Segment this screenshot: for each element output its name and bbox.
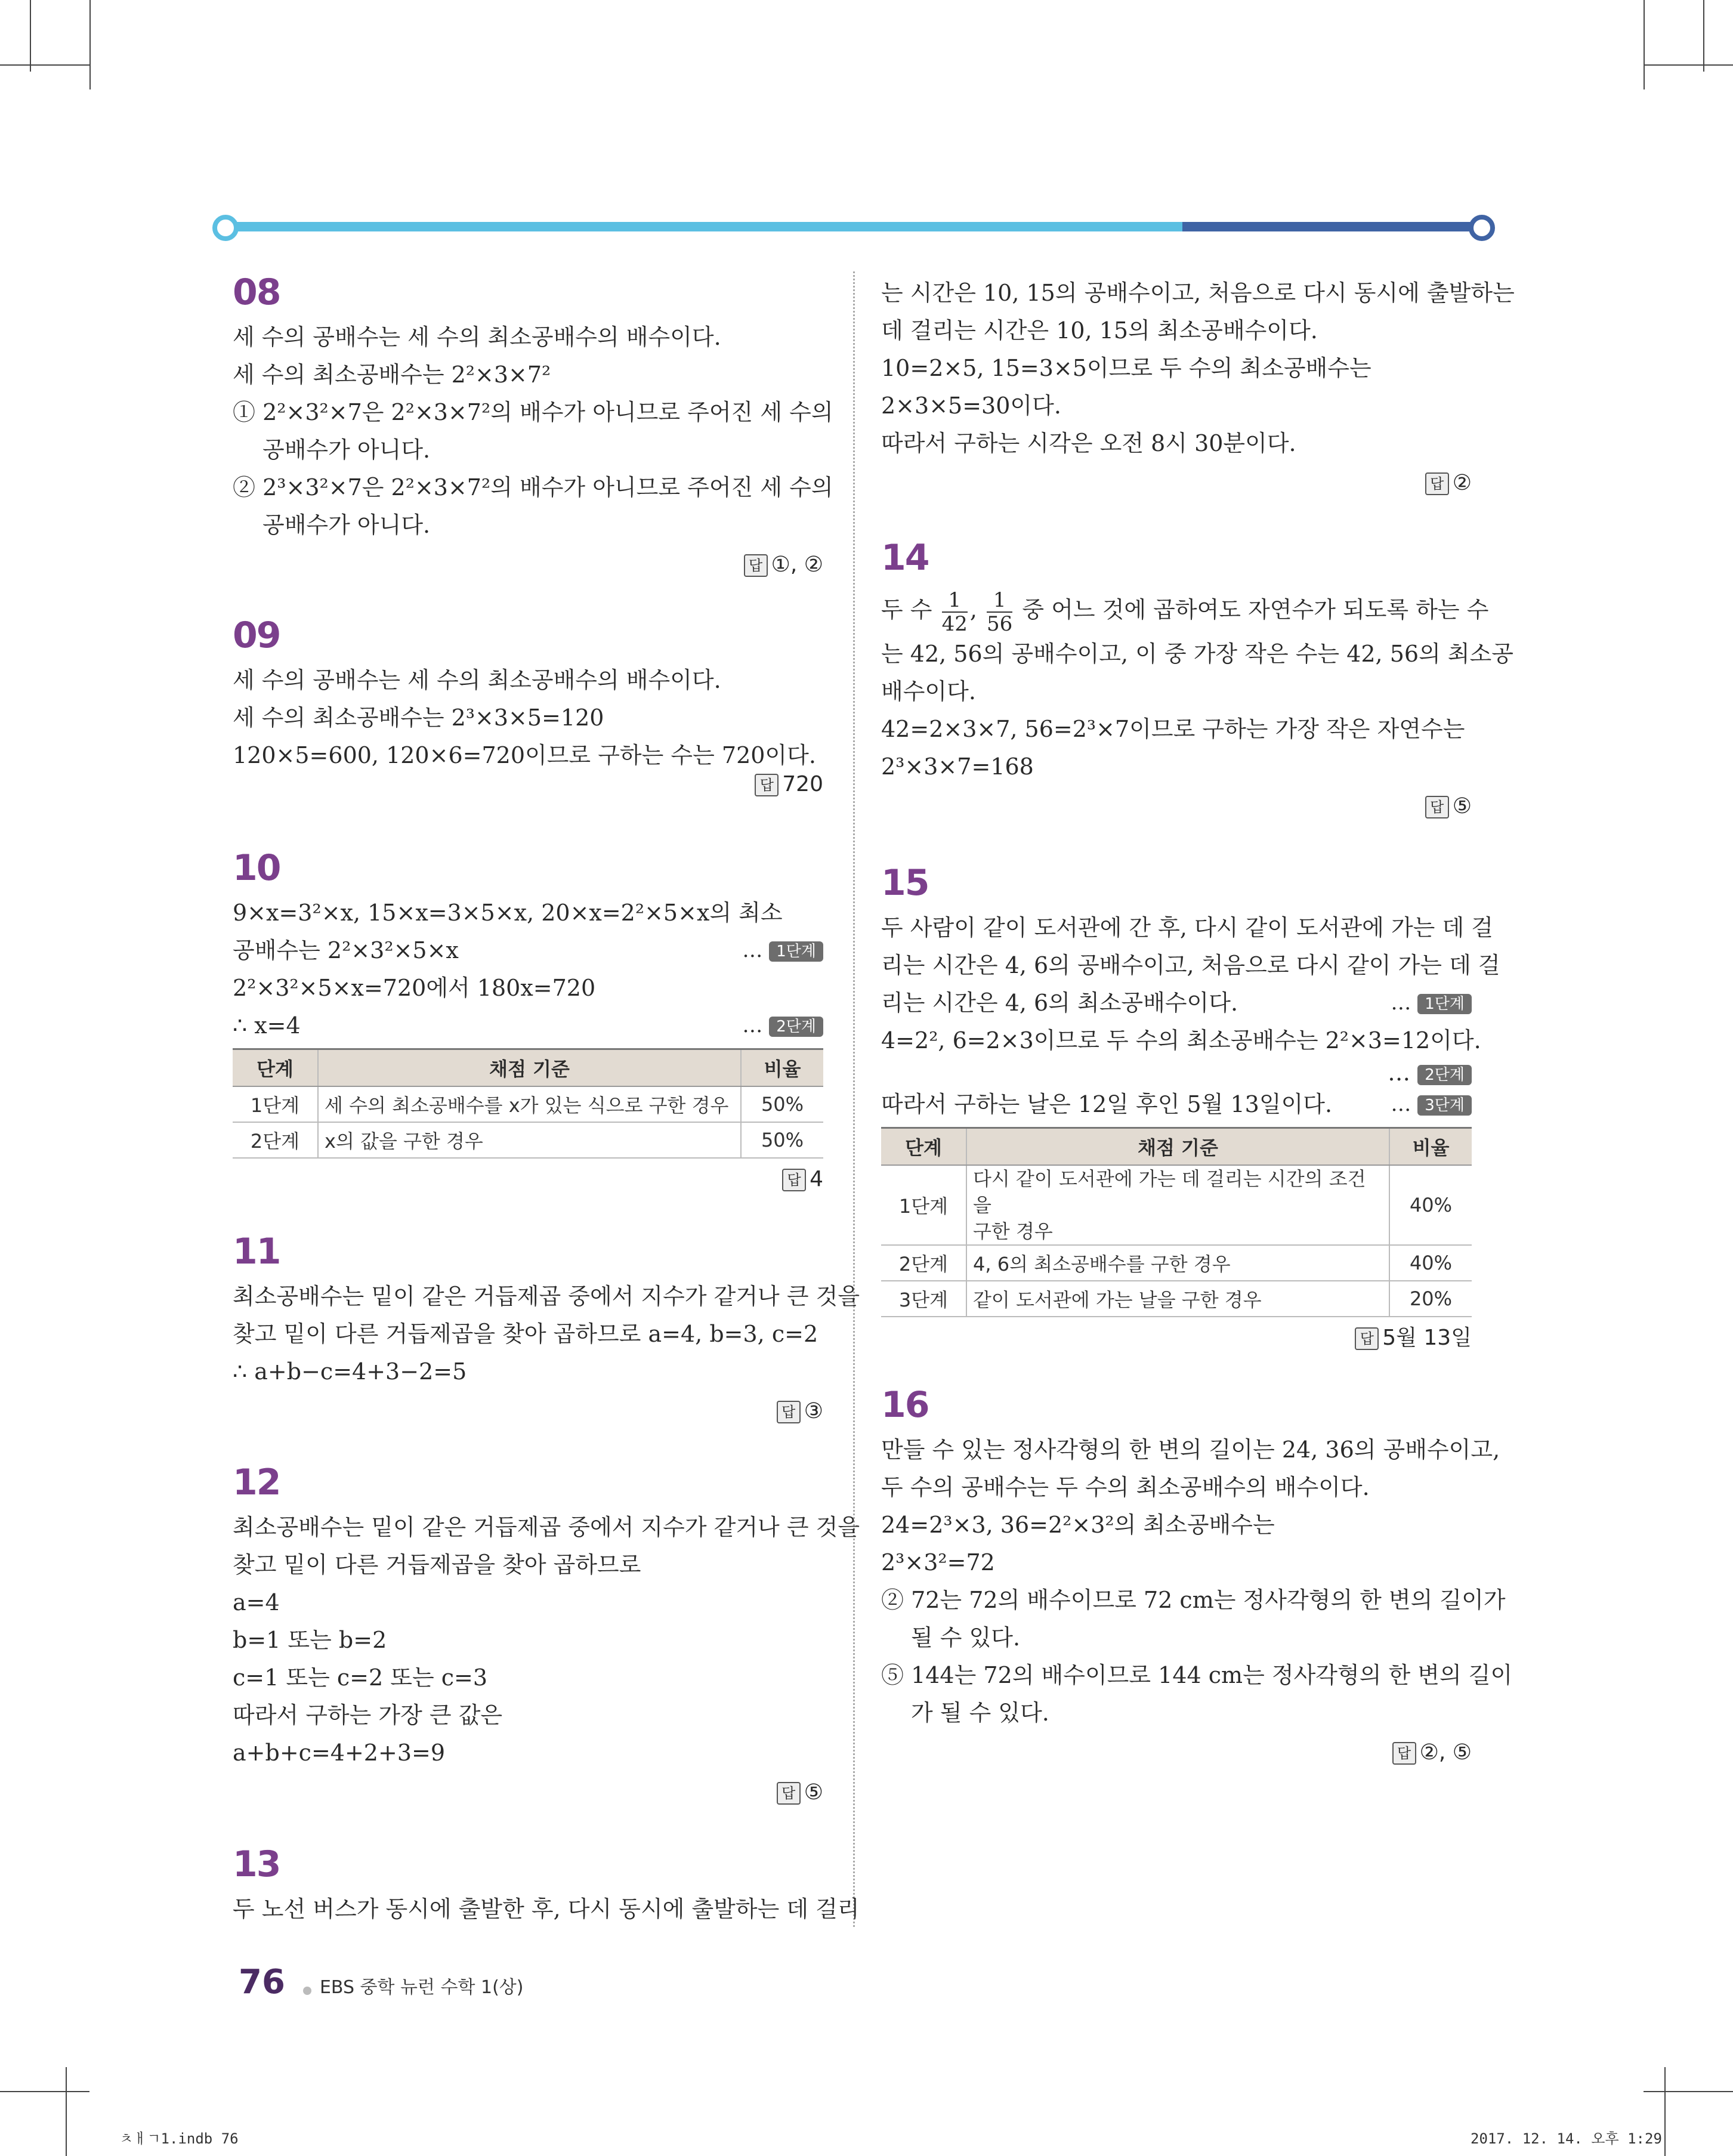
answer <box>881 468 1472 498</box>
problem-16 <box>881 1384 1513 1768</box>
text-line: 두 노선 버스가 동시에 출발한 후, 다시 동시에 출발하는 데 걸리 <box>233 1896 860 1922</box>
text-line: 공배수가 아니다. <box>262 437 431 463</box>
step-marker <box>1391 1086 1472 1123</box>
text-line: 세 수의 공배수는 세 수의 최소공배수의 배수이다. <box>233 324 721 350</box>
answer-value: ①, ② <box>771 552 823 577</box>
text-line: 두 수의 공배수는 두 수의 최소공배수의 배수이다. <box>881 1474 1370 1500</box>
table-cell-line: 구한 경우 <box>973 1220 1053 1243</box>
text-line <box>233 932 823 969</box>
crop-mark <box>89 0 91 89</box>
problem-number: 08 <box>233 271 280 313</box>
problem-13 <box>233 1843 860 1928</box>
text-line: 는 시간은 10, 15의 공배수이고, 처음으로 다시 동시에 출발하는 <box>881 280 1515 306</box>
text-line: 최소공배수는 밑이 같은 거듭제곱 중에서 지수가 같거나 큰 것을 <box>233 1514 860 1540</box>
table-cell: 같이 도서관에 가는 날을 구한 경우 <box>966 1281 1389 1317</box>
problem-14 <box>881 537 1513 821</box>
text-line: ② 2³×3²×7은 2²×3×7²의 배수가 아니므로 주어진 세 수의 <box>233 474 833 501</box>
table-cell: 50% <box>741 1122 823 1158</box>
answer <box>233 550 823 580</box>
table-cell <box>966 1165 1389 1245</box>
text-line: 두 사람이 같이 도서관에 간 후, 다시 같이 도서관에 가는 데 걸 <box>881 915 1493 941</box>
text-line: a=4 <box>233 1589 280 1616</box>
problem-number: 10 <box>233 847 280 889</box>
column-divider <box>853 271 855 1927</box>
text-line-content: 리는 시간은 4, 6의 최소공배수이다. <box>881 990 1238 1016</box>
text-line: 10=2×5, 15=3×5이므로 두 수의 최소공배수는 <box>881 355 1371 381</box>
text-line: 가 될 수 있다. <box>911 1700 1049 1726</box>
crop-mark <box>1644 2091 1733 2092</box>
table-cell: 1단계 <box>881 1165 966 1245</box>
text-line <box>233 1007 823 1045</box>
text-line: 배수이다. <box>881 678 976 705</box>
grading-table <box>233 1048 823 1159</box>
table-cell: 2단계 <box>881 1245 966 1281</box>
answer-icon: 답 <box>744 554 768 577</box>
imprint-date: 2017. 12. 14. 오후 1:29 <box>1471 2130 1662 2147</box>
answer-value: ⑤ <box>1452 794 1472 818</box>
answer <box>881 1323 1472 1353</box>
table-cell: 40% <box>1389 1165 1472 1245</box>
text-line-content: 따라서 구하는 날은 12일 후인 5월 13일이다. <box>881 1091 1333 1117</box>
fraction <box>987 589 1012 635</box>
text-line <box>881 584 1489 636</box>
table-header: 단계 <box>881 1128 966 1166</box>
step-marker <box>742 1007 823 1045</box>
answer-value: ③ <box>804 1399 823 1423</box>
answer <box>233 1165 823 1194</box>
answer-value: 720 <box>782 772 823 796</box>
table-cell-line: 다시 같이 도서관에 가는 데 걸리는 시간의 조건을 <box>973 1167 1366 1216</box>
step-badge: 3단계 <box>1417 1095 1472 1116</box>
grading-table <box>881 1127 1472 1317</box>
step-badge: 1단계 <box>769 941 823 962</box>
problem-number: 15 <box>881 862 929 904</box>
text-line: 4=2², 6=2×3이므로 두 수의 최소공배수는 2²×3=12이다. <box>881 1027 1481 1054</box>
text-line: a+b+c=4+2+3=9 <box>233 1740 446 1766</box>
text-line-content: 공배수는 2²×3²×5×x <box>233 937 459 963</box>
text-line: 따라서 구하는 가장 큰 값은 <box>233 1702 503 1728</box>
numerator: 1 <box>942 589 968 613</box>
answer-icon: 답 <box>782 1169 806 1191</box>
table-row <box>233 1086 823 1122</box>
answer-icon: 답 <box>755 774 779 796</box>
ellipsis: … <box>1391 1092 1411 1116</box>
text-line: 찾고 밑이 다른 거듭제곱을 찾아 곱하므로 <box>233 1552 641 1578</box>
step-badge: 2단계 <box>1417 1065 1472 1085</box>
problem-number: 16 <box>881 1384 929 1426</box>
step-badge: 1단계 <box>1417 994 1472 1014</box>
text-line: 2³×3²=72 <box>881 1549 995 1576</box>
text-line: 2²×3²×5×x=720에서 180x=720 <box>233 975 596 1001</box>
table-cell: 50% <box>741 1086 823 1122</box>
table-header: 단계 <box>233 1049 318 1087</box>
crop-mark <box>1703 0 1704 72</box>
text-line <box>881 984 1472 1022</box>
table-cell: x의 값을 구한 경우 <box>318 1122 741 1158</box>
text-fragment: 중 어느 것에 곱하여도 자연수가 되도록 하는 수 <box>1022 597 1489 623</box>
table-header: 비율 <box>741 1049 823 1087</box>
table-cell: 세 수의 최소공배수를 x가 있는 식으로 구한 경우 <box>318 1086 741 1122</box>
table-header: 채점 기준 <box>966 1128 1389 1166</box>
table-row <box>881 1281 1472 1317</box>
problem-09 <box>233 614 823 799</box>
answer-value: 4 <box>810 1167 823 1191</box>
crop-mark <box>0 2091 89 2092</box>
footer-dot <box>303 1987 311 1995</box>
imprint-file: ㅊㅐㄱ1.indb 76 <box>119 2130 239 2147</box>
text-line: 세 수의 최소공배수는 2³×3×5=120 <box>233 705 604 731</box>
text-line: 120×5=600, 120×6=720이므로 구하는 수는 720이다. <box>233 742 816 768</box>
answer-icon: 답 <box>1355 1327 1379 1350</box>
bar-end-dot <box>1469 215 1495 241</box>
table-cell: 20% <box>1389 1281 1472 1317</box>
problem-13-continued <box>881 274 1515 498</box>
numerator: 1 <box>987 589 1012 613</box>
step-marker <box>881 1060 1472 1086</box>
table-cell: 2단계 <box>233 1122 318 1158</box>
text-line: 세 수의 공배수는 세 수의 최소공배수의 배수이다. <box>233 667 721 693</box>
crop-mark <box>1644 64 1733 66</box>
text-line: 될 수 있다. <box>911 1624 1021 1651</box>
text-line: 공배수가 아니다. <box>262 512 431 538</box>
table-cell: 1단계 <box>233 1086 318 1122</box>
answer-icon: 답 <box>777 1401 801 1423</box>
crop-mark <box>0 64 89 66</box>
problem-10 <box>233 847 823 1194</box>
crop-mark <box>1644 0 1645 89</box>
table-header: 비율 <box>1389 1128 1472 1166</box>
table-header: 채점 기준 <box>318 1049 741 1087</box>
answer-value: ②, ⑤ <box>1419 1740 1472 1765</box>
text-line: 찾고 밑이 다른 거듭제곱을 찾아 곱하므로 a=4, b=3, c=2 <box>233 1321 818 1347</box>
text-line: ∴ a+b−c=4+3−2=5 <box>233 1358 467 1385</box>
answer-icon: 답 <box>1392 1742 1416 1765</box>
text-line: 2×3×5=30이다. <box>881 393 1061 419</box>
ellipsis: … <box>1388 1060 1411 1086</box>
text-line: 최소공배수는 밑이 같은 거듭제곱 중에서 지수가 같거나 큰 것을 <box>233 1283 860 1309</box>
problem-number: 14 <box>881 537 929 579</box>
denominator: 56 <box>987 611 1013 636</box>
header-bar <box>222 222 1482 231</box>
text-line: ① 2²×3²×7은 2²×3×7²의 배수가 아니므로 주어진 세 수의 <box>233 399 833 425</box>
answer-icon: 답 <box>777 1782 801 1805</box>
answer-value: ⑤ <box>804 1780 823 1805</box>
text-line: 2³×3×7=168 <box>881 753 1034 780</box>
text-line <box>881 1086 1472 1123</box>
table-row <box>881 1165 1472 1245</box>
text-line: 는 42, 56의 공배수이고, 이 중 가장 작은 수는 42, 56의 최소공 <box>881 641 1513 667</box>
separator: , <box>969 597 977 623</box>
page-number: 76 <box>239 1963 285 2001</box>
step-badge: 2단계 <box>769 1017 823 1037</box>
answer <box>233 1778 823 1808</box>
bar-start-dot <box>212 215 239 241</box>
denominator: 42 <box>941 611 968 636</box>
table-row <box>881 1245 1472 1281</box>
problem-15 <box>881 862 1500 1353</box>
ellipsis: … <box>742 1014 763 1037</box>
text-line: 9×x=3²×x, 15×x=3×5×x, 20×x=2²×5×x의 최소 <box>233 900 783 926</box>
text-line: ② 72는 72의 배수이므로 72 cm는 정사각형의 한 변의 길이가 <box>881 1587 1506 1613</box>
problem-number: 09 <box>233 614 280 656</box>
text-fragment: 두 수 <box>881 597 932 623</box>
text-line: 세 수의 최소공배수는 2²×3×7² <box>233 362 551 388</box>
crop-mark <box>66 2067 67 2156</box>
answer <box>881 792 1472 821</box>
text-line: 데 걸리는 시간은 10, 15의 최소공배수이다. <box>881 317 1318 344</box>
text-line: ⑤ 144는 72의 배수이므로 144 cm는 정사각형의 한 변의 길이 <box>881 1662 1513 1688</box>
answer <box>233 1397 823 1426</box>
text-line: 따라서 구하는 시각은 오전 8시 30분이다. <box>881 430 1296 456</box>
fraction <box>942 589 968 635</box>
problem-number: 12 <box>233 1462 280 1503</box>
text-line: 만들 수 있는 정사각형의 한 변의 길이는 24, 36의 공배수이고, <box>881 1437 1500 1463</box>
table-cell: 4, 6의 최소공배수를 구한 경우 <box>966 1245 1389 1281</box>
text-line: 리는 시간은 4, 6의 공배수이고, 처음으로 다시 같이 가는 데 걸 <box>881 952 1500 978</box>
text-line: 24=2³×3, 36=2²×3²의 최소공배수는 <box>881 1512 1275 1538</box>
problem-11 <box>233 1231 860 1426</box>
book-title: EBS 중학 뉴런 수학 1(상) <box>319 1977 524 1998</box>
text-line-content: ∴ x=4 <box>233 1012 301 1039</box>
table-row <box>233 1122 823 1158</box>
ellipsis: … <box>1391 991 1411 1015</box>
text-line: b=1 또는 b=2 <box>233 1627 387 1653</box>
answer <box>881 1738 1472 1768</box>
problem-12 <box>233 1462 860 1808</box>
step-marker <box>1391 984 1472 1022</box>
problem-number: 13 <box>233 1843 280 1885</box>
problem-number: 11 <box>233 1231 280 1272</box>
table-cell: 40% <box>1389 1245 1472 1281</box>
text-line: 42=2×3×7, 56=2³×7이므로 구하는 가장 작은 자연수는 <box>881 716 1465 742</box>
crop-mark <box>30 0 31 72</box>
page-footer <box>239 1963 524 2001</box>
answer-value: ② <box>1452 471 1472 495</box>
ellipsis: … <box>742 938 763 962</box>
answer-icon: 답 <box>1425 472 1449 495</box>
crop-mark <box>1664 2067 1666 2156</box>
table-cell: 3단계 <box>881 1281 966 1317</box>
problem-08 <box>233 271 833 580</box>
answer-icon: 답 <box>1425 796 1449 818</box>
answer-value: 5월 13일 <box>1382 1326 1472 1350</box>
text-line: c=1 또는 c=2 또는 c=3 <box>233 1664 488 1691</box>
step-marker <box>742 932 823 969</box>
